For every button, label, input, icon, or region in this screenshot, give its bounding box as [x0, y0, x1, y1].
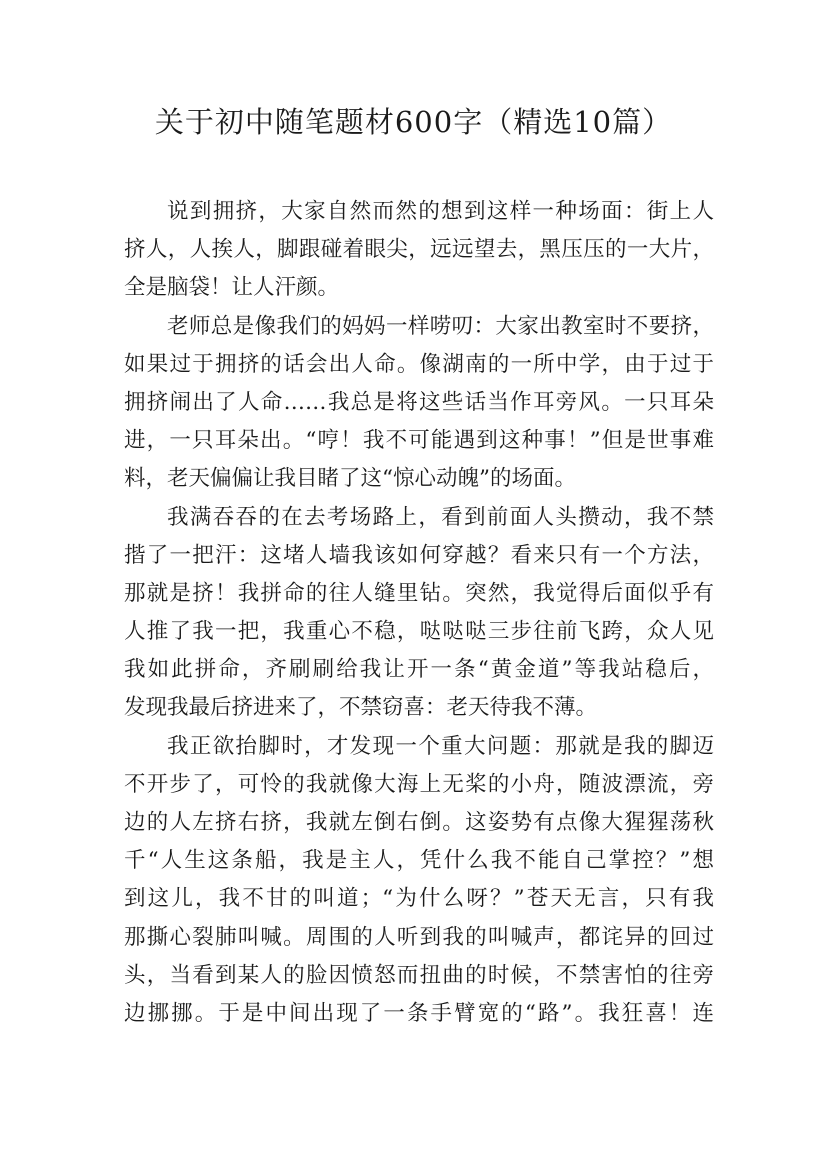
paragraph-line: 挤人，人挨人，脚跟碰着眼尖，远远望去，黑压压的一大片，	[124, 237, 714, 263]
document-body	[124, 193, 714, 1033]
paragraph-first-line: 老师总是像我们的妈妈一样唠叨：大家出教室时不要挤，	[167, 313, 714, 339]
paragraph-line: 料，老天偏偏让我目睹了这“惊心动魄”的场面。	[124, 466, 576, 492]
paragraph-line: 我如此拼命，齐刷刷给我让开一条“黄金道”等我站稳后，	[124, 657, 714, 683]
paragraph-line: 全是脑袋！让人汗颜。	[124, 275, 340, 301]
paragraph-line: 揩了一把汗：这堵人墙我该如何穿越？看来只有一个方法，	[124, 542, 714, 568]
paragraph-first-line: 说到拥挤，大家自然而然的想到这样一种场面：街上人	[167, 199, 714, 224]
document-title: 关于初中随笔题材600字（精选10篇）	[154, 105, 673, 139]
paragraph-line: 那撕心裂肺叫喊。周围的人听到我的叫喊声，都诧异的回过	[124, 924, 714, 950]
paragraph-line: 如果过于拥挤的话会出人命。像湖南的一所中学，由于过于	[124, 351, 714, 377]
paragraph-first-line: 我满吞吞的在去考场路上，看到前面人头攒动，我不禁	[167, 504, 714, 530]
paragraph-line: 千“人生这条船，我是主人，凭什么我不能自己掌控？”想	[124, 848, 714, 874]
paragraph-first-line: 我正欲抬脚时，才发现一个重大问题：那就是我的脚迈	[167, 733, 714, 759]
paragraph-line: 拥挤闹出了人命……我总是将这些话当作耳旁风。一只耳朵	[124, 389, 714, 415]
paragraph-line: 人推了我一把，我重心不稳，哒哒哒三步往前飞跨，众人见	[124, 619, 714, 645]
paragraph-line: 那就是挤！我拼命的往人缝里钻。突然，我觉得后面似乎有	[124, 580, 714, 606]
paragraph-line: 进，一只耳朵出。“哼！我不可能遇到这种事！”但是世事难	[124, 428, 714, 454]
paragraph-line: 不开步了，可怜的我就像大海上无桨的小舟，随波漂流，旁	[124, 771, 714, 797]
paragraph-line: 边的人左挤右挤，我就左倒右倒。这姿势有点像大猩猩荡秋	[124, 810, 714, 835]
paragraph-line: 边挪挪。于是中间出现了一条手臂宽的“路”。我狂喜！连	[124, 1000, 714, 1026]
paragraph-line: 头，当看到某人的脸因愤怒而扭曲的时候，不禁害怕的往旁	[124, 962, 714, 988]
paragraph-line: 到这儿，我不甘的叫道；“为什么呀？”苍天无言，只有我	[124, 886, 714, 912]
paragraph-line: 发现我最后挤进来了，不禁窃喜：老天待我不薄。	[124, 695, 598, 721]
